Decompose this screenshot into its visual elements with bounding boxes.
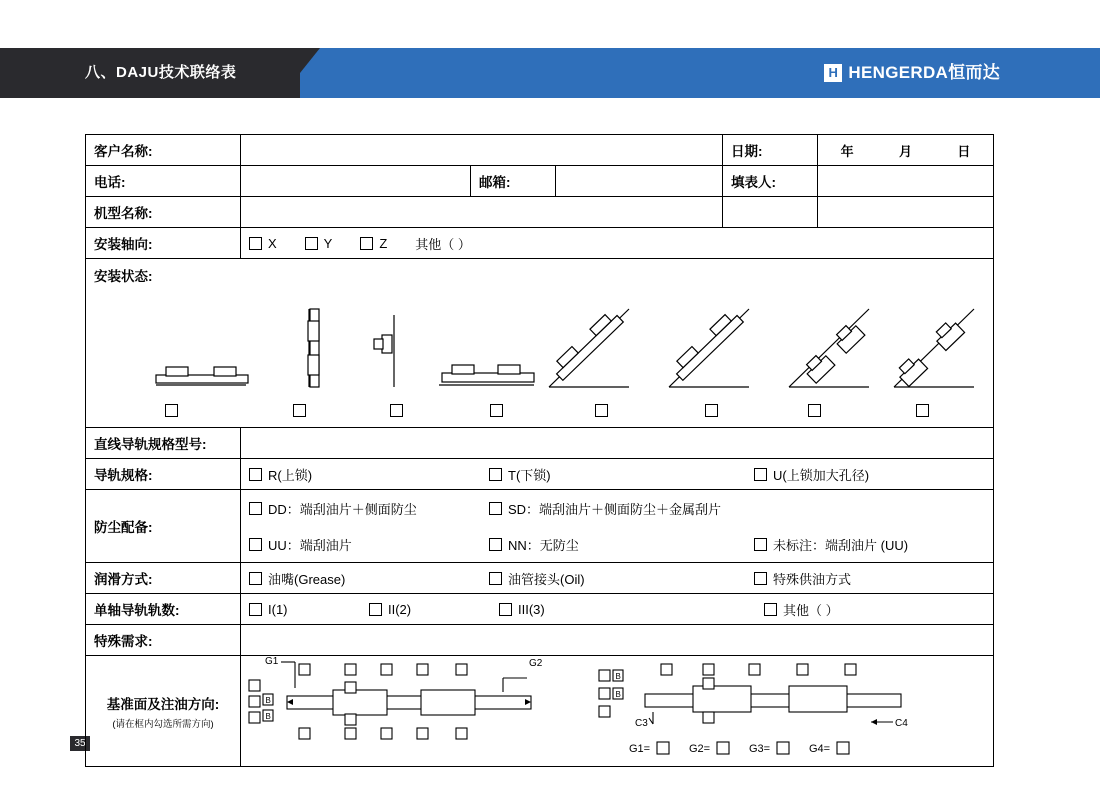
install-status-check-1[interactable] <box>94 404 249 417</box>
phone-input[interactable] <box>241 166 471 196</box>
install-status-checkboxes <box>94 397 985 423</box>
date-label: 日期: <box>723 135 818 165</box>
axis-option-y[interactable] <box>305 236 333 251</box>
email-label: 邮箱: <box>471 166 556 196</box>
lube-options <box>241 563 993 593</box>
dust-option-sd[interactable] <box>489 499 721 518</box>
phone-label: 电话: <box>86 166 241 196</box>
lube-option-oil-label: 油管接头(Oil) <box>508 571 585 587</box>
rail-count-option-2[interactable] <box>369 602 489 617</box>
filler-input[interactable] <box>818 166 993 196</box>
base-face-label: 基准面及注油方向: <box>106 696 220 712</box>
row-special-requirement <box>86 625 993 656</box>
checkbox-icon[interactable] <box>369 603 382 616</box>
date-unit-year: 年 <box>840 143 854 159</box>
row-lubrication <box>86 563 993 594</box>
dust-option-dd-label: DD：端刮油片＋侧面防尘 <box>268 501 417 517</box>
checkbox-icon[interactable] <box>489 468 502 481</box>
lube-option-special[interactable] <box>754 569 975 588</box>
install-status-check-2[interactable] <box>249 404 349 417</box>
dust-option-unmarked-label: 未标注：端刮油片 (UU) <box>773 537 909 553</box>
customer-name-label: 客户名称: <box>86 135 241 165</box>
install-status-check-5[interactable] <box>549 404 654 417</box>
brand-logo <box>824 48 1000 98</box>
dust-option-uu-label: UU：端刮油片 <box>268 537 352 553</box>
svg-text:B: B <box>265 712 271 721</box>
checkbox-icon[interactable] <box>293 404 306 417</box>
axis-option-other[interactable]: 其他（ ） <box>415 236 471 252</box>
checkbox-icon[interactable] <box>249 237 262 250</box>
checkbox-icon[interactable] <box>754 468 767 481</box>
install-status-check-3[interactable] <box>349 404 444 417</box>
brand-name: HENGERDA恒而达 <box>848 63 1000 82</box>
customer-name-input[interactable] <box>241 135 723 165</box>
lube-option-oil[interactable] <box>489 569 744 588</box>
dust-option-dd[interactable] <box>249 499 479 518</box>
dust-options <box>241 490 993 562</box>
row-rail-model <box>86 428 993 459</box>
install-status-figures <box>94 287 985 397</box>
install-status-label: 安装状态: <box>94 269 153 284</box>
row-install-status <box>86 259 993 428</box>
date-unit-day: 日 <box>957 143 971 159</box>
axis-options <box>241 228 993 258</box>
axis-option-x-label: X <box>268 235 277 251</box>
checkbox-icon[interactable] <box>249 572 262 585</box>
lube-option-special-label: 特殊供油方式 <box>773 571 852 587</box>
brand-mark-icon: H <box>824 64 842 82</box>
checkbox-icon[interactable] <box>499 603 512 616</box>
lube-option-grease[interactable] <box>249 569 479 588</box>
axis-label: 安装轴向: <box>86 228 241 258</box>
rail-spec-label: 导轨规格: <box>86 459 241 489</box>
row-rail-count <box>86 594 993 625</box>
svg-text:G1=: G1= <box>629 743 651 755</box>
checkbox-icon[interactable] <box>249 603 262 616</box>
checkbox-icon[interactable] <box>595 404 608 417</box>
rail-count-label: 单轴导轨轨数: <box>86 594 241 624</box>
svg-text:G3=: G3= <box>749 743 771 755</box>
checkbox-icon[interactable] <box>754 538 767 551</box>
base-face-label-cell <box>86 656 241 766</box>
axis-option-x[interactable] <box>249 236 277 251</box>
page-number: 35 <box>70 736 90 751</box>
filler-label: 填表人: <box>723 166 818 196</box>
checkbox-icon[interactable] <box>305 237 318 250</box>
rail-count-option-1-label: I(1) <box>268 601 288 617</box>
page-header <box>0 48 1100 98</box>
svg-text:G4=: G4= <box>809 743 831 755</box>
checkbox-icon[interactable] <box>490 404 503 417</box>
dust-option-nn[interactable] <box>489 535 744 554</box>
checkbox-icon[interactable] <box>916 404 929 417</box>
install-status-check-8[interactable] <box>859 404 985 417</box>
install-status-check-7[interactable] <box>769 404 859 417</box>
page-title: 八、DAJU技术联络表 <box>85 64 237 81</box>
special-input[interactable] <box>241 625 993 655</box>
svg-text:G2=: G2= <box>689 743 711 755</box>
dust-options-row-2 <box>241 526 993 562</box>
checkbox-icon[interactable] <box>360 237 373 250</box>
dust-label: 防尘配备: <box>86 490 241 562</box>
dust-option-unmarked[interactable] <box>754 535 975 554</box>
row-rail-spec <box>86 459 993 490</box>
checkbox-icon[interactable] <box>249 538 262 551</box>
svg-text:C3: C3 <box>635 718 648 729</box>
svg-text:B: B <box>615 672 621 681</box>
checkbox-icon[interactable] <box>808 404 821 417</box>
checkbox-icon[interactable] <box>249 468 262 481</box>
rail-model-label: 直线导轨规格型号: <box>86 428 241 458</box>
model-name-label: 机型名称: <box>86 197 241 227</box>
axis-option-z[interactable] <box>360 236 387 251</box>
svg-text:G1: G1 <box>265 656 279 667</box>
install-status-diagrams <box>94 287 984 397</box>
rail-spec-option-t[interactable] <box>489 465 744 484</box>
checkbox-icon[interactable] <box>489 502 502 515</box>
rail-spec-option-u[interactable] <box>754 465 975 484</box>
technical-contact-form <box>85 134 994 767</box>
rail-count-option-1[interactable] <box>249 602 359 617</box>
row-customer-name <box>86 135 993 166</box>
dust-option-nn-label: NN：无防尘 <box>508 537 579 553</box>
model-name-extra-a[interactable] <box>723 197 818 227</box>
base-face-sub-label: (请在框内勾选所需方向) <box>112 718 214 730</box>
install-status-section <box>86 259 993 427</box>
rail-count-option-2-label: II(2) <box>388 601 412 617</box>
rail-spec-option-u-label: U(上锁加大孔径) <box>773 467 870 483</box>
email-input[interactable] <box>556 166 723 196</box>
row-dust-config <box>86 490 993 563</box>
checkbox-icon[interactable] <box>489 538 502 551</box>
rail-spec-option-r-label: R(上锁) <box>268 467 313 483</box>
dust-option-uu[interactable] <box>249 535 479 554</box>
svg-text:G2: G2 <box>529 658 543 669</box>
rail-count-option-other-label: 其他（ ） <box>783 602 839 618</box>
rail-spec-option-t-label: T(下锁) <box>508 467 551 483</box>
checkbox-icon[interactable] <box>705 404 718 417</box>
rail-model-input[interactable] <box>241 428 993 458</box>
install-status-check-6[interactable] <box>654 404 769 417</box>
base-face-diagrams <box>241 656 993 766</box>
svg-text:B: B <box>615 690 621 699</box>
rail-count-options <box>241 594 993 624</box>
checkbox-icon[interactable] <box>390 404 403 417</box>
row-base-face <box>86 656 993 766</box>
rail-spec-option-r[interactable] <box>249 465 479 484</box>
model-name-input[interactable] <box>241 197 723 227</box>
rail-count-option-3[interactable] <box>499 602 754 617</box>
axis-option-y-label: Y <box>323 235 333 251</box>
header-wedge <box>280 48 320 98</box>
checkbox-icon[interactable] <box>754 572 767 585</box>
checkbox-icon[interactable] <box>764 603 777 616</box>
dust-option-sd-label: SD：端刮油片＋侧面防尘＋金属刮片 <box>508 501 722 517</box>
install-status-check-4[interactable] <box>444 404 549 417</box>
svg-text:C4: C4 <box>895 718 908 729</box>
row-phone-email <box>86 166 993 197</box>
svg-text:B: B <box>265 696 271 705</box>
date-input[interactable] <box>818 135 993 165</box>
special-label: 特殊需求: <box>86 625 241 655</box>
row-model-name <box>86 197 993 228</box>
checkbox-icon[interactable] <box>489 572 502 585</box>
model-name-extra-b[interactable] <box>818 197 993 227</box>
lube-label: 润滑方式: <box>86 563 241 593</box>
rail-count-option-other[interactable] <box>764 600 975 619</box>
row-axis-direction <box>86 228 993 259</box>
checkbox-icon[interactable] <box>249 502 262 515</box>
checkbox-icon[interactable] <box>165 404 178 417</box>
rail-count-option-3-label: III(3) <box>518 601 545 617</box>
axis-option-z-label: Z <box>379 235 388 251</box>
lube-option-grease-label: 油嘴(Grease) <box>268 571 346 587</box>
rail-spec-options <box>241 459 993 489</box>
base-face-diagram-area <box>241 656 993 766</box>
date-unit-month: 月 <box>898 143 912 159</box>
dust-options-row-1 <box>241 490 993 526</box>
